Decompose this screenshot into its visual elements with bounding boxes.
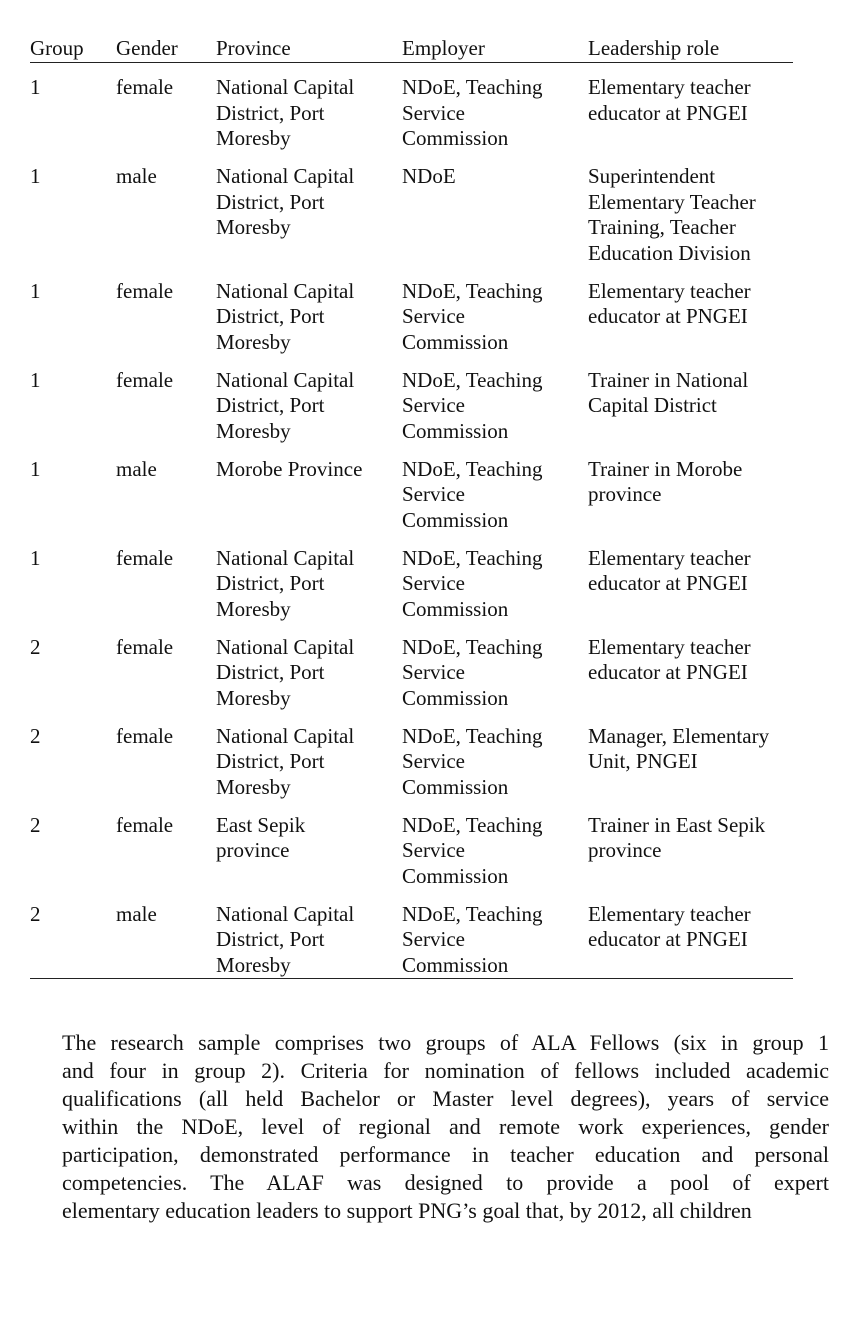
cell-province-line: Moresby [216, 215, 291, 239]
cell-province-line: National Capital [216, 278, 355, 303]
cell-employer-line: Service [402, 304, 465, 328]
cell-leadership-role [588, 63, 793, 152]
cell-employer-line: Service [402, 100, 465, 125]
cell-gender: female [116, 723, 174, 748]
cell-leadership-role-line: province [588, 838, 662, 862]
cell-employer-line: Service [402, 482, 465, 506]
cell-gender: female [116, 812, 174, 837]
cell-group: 1 [30, 164, 41, 188]
cell-employer-line: NDoE, Teaching [402, 75, 543, 99]
cell-leadership-role [588, 711, 793, 800]
cell-leadership-role-line: Trainer in Morobe [588, 456, 743, 481]
table-row [30, 355, 793, 444]
cell-province [216, 622, 402, 711]
cell-province-line: Moresby [216, 685, 291, 710]
cell-province-line: National Capital [216, 367, 355, 392]
table-row [30, 266, 793, 355]
cell-employer-line: Service [402, 571, 465, 595]
table-body [30, 63, 793, 979]
cell-gender: female [116, 367, 174, 392]
cell-leadership-role-line: educator at PNGEI [588, 927, 748, 951]
cell-group: 2 [30, 634, 41, 659]
cell-province-line: Moresby [216, 774, 291, 799]
cell-group: 1 [30, 456, 41, 481]
cell-employer-line: NDoE, Teaching [402, 634, 543, 659]
paragraph-line: participation, demonstrated performance in teacher education and personal [62, 1142, 829, 1167]
cell-employer-line: Commission [402, 952, 509, 977]
cell-leadership-role [588, 444, 793, 533]
paragraph-line: elementary education leaders to support PNG’s goal that, by 2012, all children [62, 1198, 752, 1223]
cell-employer-line: NDoE, Teaching [402, 545, 543, 570]
cell-leadership-role-line: educator at PNGEI [588, 304, 748, 328]
cell-gender: female [116, 75, 174, 99]
table-row [30, 889, 793, 979]
cell-gender: female [116, 545, 174, 570]
cell-employer-line: NDoE, Teaching [402, 278, 543, 303]
cell-employer-line: Commission [402, 126, 509, 150]
cell-leadership-role-line: educator at PNGEI [588, 100, 748, 125]
cell-employer-line: Service [402, 393, 465, 417]
paragraph-line: qualifications (all held Bachelor or Master level degrees), years of service [62, 1086, 829, 1111]
cell-province [216, 355, 402, 444]
cell-leadership-role-line: educator at PNGEI [588, 660, 748, 684]
cell-leadership-role [588, 889, 793, 979]
header-gender: Gender [116, 34, 216, 63]
cell-employer-line: Commission [402, 774, 509, 799]
table-row [30, 622, 793, 711]
cell-leadership-role-line: Elementary teacher [588, 75, 751, 99]
cell-leadership-role-line: Trainer in National [588, 367, 749, 392]
cell-employer [402, 533, 588, 622]
paragraph-line: The research sample comprises two groups of ALA Fellows (six in group 1 [62, 1030, 829, 1055]
cell-province-line: District, Port [216, 189, 325, 214]
header-province: Province [216, 34, 402, 63]
cell-employer-line: Commission [402, 685, 509, 710]
cell-employer-line: Commission [402, 596, 509, 621]
cell-province [216, 266, 402, 355]
cell-province-line: National Capital [216, 75, 355, 99]
cell-province-line: District, Port [216, 660, 325, 684]
paragraph-line: competencies. The ALAF was designed to provide a pool of expert [62, 1170, 829, 1195]
cell-province-line: National Capital [216, 164, 355, 188]
cell-employer [402, 152, 588, 267]
cell-province [216, 152, 402, 267]
cell-leadership-role [588, 355, 793, 444]
cell-employer-line: NDoE, Teaching [402, 367, 543, 392]
fellows-table [30, 34, 793, 979]
cell-group: 1 [30, 545, 41, 570]
cell-province-line: province [216, 838, 290, 862]
cell-gender: male [116, 889, 216, 979]
cell-leadership-role-line: province [588, 482, 662, 506]
cell-employer-line: NDoE, Teaching [402, 456, 543, 481]
cell-employer-line: NDoE [402, 164, 456, 188]
cell-employer [402, 266, 588, 355]
cell-leadership-role-line: Capital District [588, 393, 717, 417]
cell-leadership-role-line: educator at PNGEI [588, 571, 748, 595]
cell-province-line: District, Port [216, 749, 325, 773]
cell-leadership-role-line: Elementary teacher [588, 278, 751, 303]
cell-leadership-role-line: Training, Teacher [588, 215, 736, 239]
cell-province-line: Moresby [216, 596, 291, 621]
cell-leadership-role [588, 533, 793, 622]
cell-group: 2 [30, 889, 116, 979]
cell-gender: male [116, 456, 157, 481]
cell-employer [402, 63, 588, 152]
cell-employer-line: Commission [402, 329, 509, 354]
cell-leadership-role [588, 152, 793, 267]
cell-province-line: Moresby [216, 418, 291, 443]
header-employer: Employer [402, 34, 588, 63]
cell-province-line: District, Port [216, 571, 325, 595]
cell-province-line: District, Port [216, 927, 325, 951]
cell-employer [402, 444, 588, 533]
table-row [30, 711, 793, 800]
table-row [30, 444, 793, 533]
cell-group: 1 [30, 75, 41, 99]
table-row [30, 800, 793, 889]
cell-gender: female [116, 634, 174, 659]
cell-gender: female [116, 278, 174, 303]
cell-province [216, 711, 402, 800]
cell-province-line: National Capital [216, 723, 355, 748]
cell-employer-line: NDoE, Teaching [402, 812, 543, 837]
cell-employer [402, 355, 588, 444]
cell-leadership-role [588, 800, 793, 889]
cell-employer-line: Commission [402, 507, 509, 532]
cell-province [216, 533, 402, 622]
cell-group: 2 [30, 812, 41, 837]
paragraph-line: and four in group 2). Criteria for nomination of fellows included academic [62, 1058, 829, 1083]
header-group: Group [30, 34, 116, 63]
cell-leadership-role-line: Education Division [588, 240, 751, 265]
cell-province-line: East Sepik [216, 812, 306, 837]
paragraph-line: within the NDoE, level of regional and remote work experiences, gender [62, 1114, 829, 1139]
cell-leadership-role-line: Superintendent [588, 164, 716, 188]
cell-leadership-role-line: Elementary teacher [588, 634, 751, 659]
cell-employer-line: Service [402, 838, 465, 862]
cell-employer-line: Commission [402, 418, 509, 443]
cell-province-line: Moresby [216, 126, 291, 150]
cell-employer-line: Service [402, 749, 465, 773]
cell-employer-line: Service [402, 660, 465, 684]
cell-province-line: Morobe Province [216, 456, 363, 481]
cell-province-line: National Capital [216, 634, 355, 659]
cell-employer-line: Service [402, 927, 465, 951]
cell-leadership-role-line: Unit, PNGEI [588, 749, 698, 773]
cell-leadership-role [588, 266, 793, 355]
cell-leadership-role-line: Elementary teacher [588, 545, 751, 570]
cell-province-line: District, Port [216, 304, 325, 328]
cell-province-line: National Capital [216, 545, 355, 570]
table-header-row [30, 34, 793, 63]
header-leadership-role: Leadership role [588, 34, 793, 63]
cell-group: 1 [30, 278, 41, 303]
cell-province [216, 444, 402, 533]
body-paragraph [62, 1029, 829, 1225]
cell-employer [402, 889, 588, 979]
cell-employer-line: Commission [402, 863, 509, 888]
cell-group: 1 [30, 367, 41, 392]
cell-leadership-role-line: Elementary Teacher [588, 189, 756, 214]
cell-leadership-role [588, 622, 793, 711]
cell-group: 2 [30, 723, 41, 748]
cell-province-line: National Capital [216, 901, 355, 926]
table-header [30, 34, 793, 63]
cell-province-line: District, Port [216, 393, 325, 417]
cell-leadership-role-line: Manager, Elementary [588, 723, 770, 748]
cell-employer [402, 711, 588, 800]
cell-leadership-role-line: Elementary teacher [588, 901, 751, 926]
cell-employer [402, 800, 588, 889]
cell-employer [402, 622, 588, 711]
cell-province-line: Moresby [216, 329, 291, 354]
cell-province [216, 63, 402, 152]
table-row [30, 533, 793, 622]
cell-province-line: Moresby [216, 952, 291, 977]
table-row [30, 63, 793, 152]
cell-employer-line: NDoE, Teaching [402, 723, 543, 748]
cell-gender: male [116, 164, 157, 188]
cell-province [216, 800, 402, 889]
cell-province [216, 889, 402, 979]
cell-employer-line: NDoE, Teaching [402, 901, 543, 926]
cell-leadership-role-line: Trainer in East Sepik [588, 812, 766, 837]
cell-province-line: District, Port [216, 100, 325, 125]
table-row [30, 152, 793, 267]
